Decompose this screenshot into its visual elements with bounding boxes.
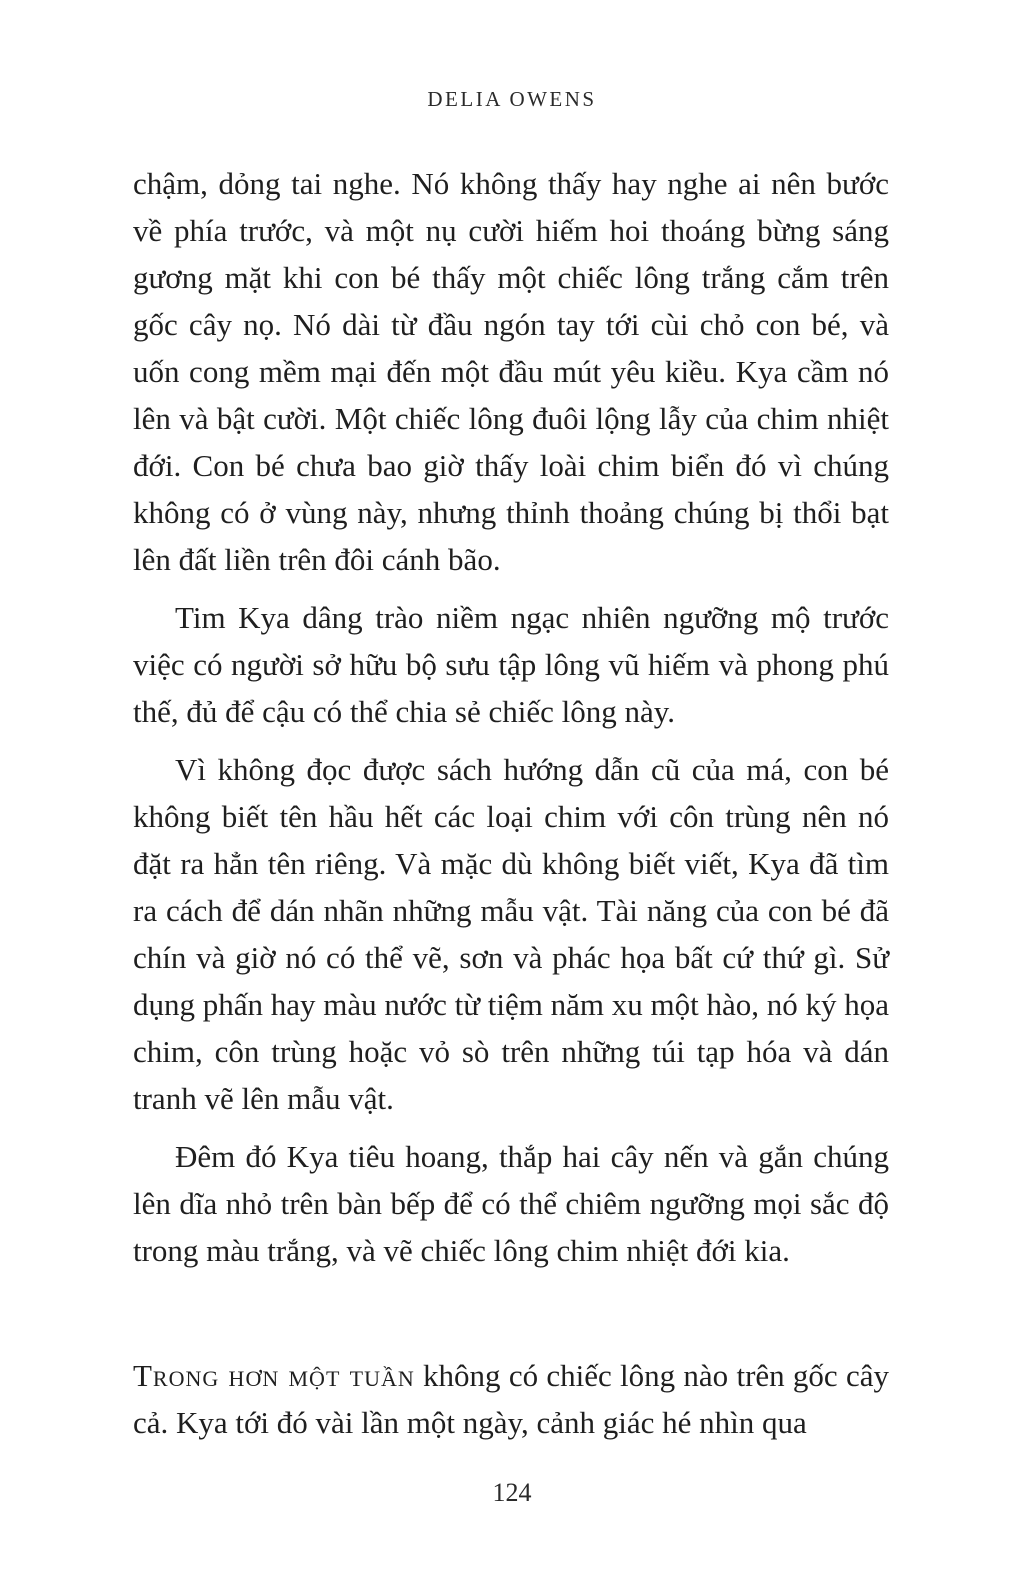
paragraph-section-start (133, 1352, 889, 1446)
page-body-text (133, 160, 889, 1446)
section-lead-smallcaps: Trong hơn một tuần (133, 1358, 415, 1393)
running-header-author: DELIA OWENS (427, 87, 597, 111)
section-lead-rest: không có chiếc lông nào trên gốc cây cả. Kya tới đó vài lần một ngày, cảnh giác hé nhìn qua (133, 1358, 889, 1440)
page-number: 124 (492, 1478, 532, 1507)
paragraph: Đêm đó Kya tiêu hoang, thắp hai cây nến và gắn chúng lên dĩa nhỏ trên bàn bếp để có thể chiêm ngưỡng mọi sắc độ trong màu trắng, và vẽ chiếc lông chim nhiệt đới kia. (133, 1139, 889, 1268)
paragraph: Tim Kya dâng trào niềm ngạc nhiên ngưỡng mộ trước việc có người sở hữu bộ sưu tập lông vũ hiếm và phong phú thế, đủ để cậu có thể chia sẻ chiếc lông này. (133, 600, 889, 729)
paragraph: chậm, dỏng tai nghe. Nó không thấy hay nghe ai nên bước về phía trước, và một nụ cười hiếm hoi thoáng bừng sáng gương mặt khi con bé thấy một chiếc lông trắng cắm trên gốc cây nọ. Nó dài từ đầu ngón tay tới cùi chỏ con bé, và uốn cong mềm mại đến một đầu mút yêu kiều. Kya cầm nó lên và bật cười. Một chiếc lông đuôi lộng lẫy của chim nhiệt đới. Con bé chưa bao giờ thấy loài chim biển đó vì chúng không có ở vùng này, nhưng thỉnh thoảng chúng bị thổi bạt lên đất liền trên đôi cánh bão. (133, 166, 889, 577)
paragraph: Vì không đọc được sách hướng dẫn cũ của má, con bé không biết tên hầu hết các loại chim với côn trùng nên nó đặt ra hẳn tên riêng. Và mặc dù không biết viết, Kya đã tìm ra cách để dán nhãn những mẫu vật. Tài năng của con bé đã chín và giờ nó có thể vẽ, sơn và phác họa bất cứ thứ gì. Sử dụng phấn hay màu nước từ tiệm năm xu một hào, nó ký họa chim, côn trùng hoặc vỏ sò trên những túi tạp hóa và dán tranh vẽ lên mẫu vật. (133, 752, 889, 1116)
